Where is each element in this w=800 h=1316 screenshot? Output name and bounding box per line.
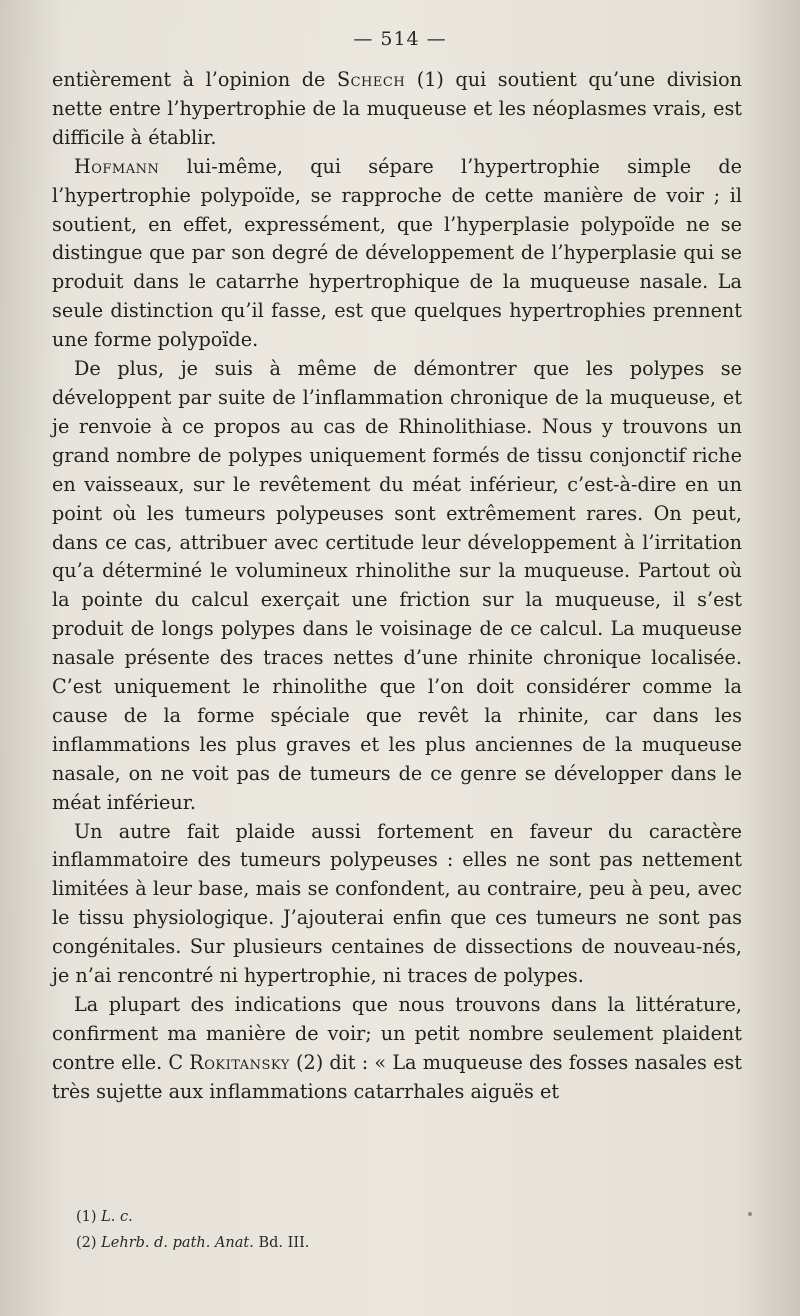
footnote-number: (2) bbox=[76, 1235, 97, 1251]
paragraph-3: De plus, je suis à même de démontrer que les polypes se développent par suite de l’inflammation chronique de la muqueuse, et je renvoie à ce propos au cas de Rhinolithiase. Nous y trouvons un grand nombre de polypes uniquement formés de tissu conjonctif riche en vaisseaux, sur le revêtement du méat inférieur, c’est-à-dire en un point où les tumeurs polypeuses sont extrêmement rares. On peut, dans ce cas, attribuer avec certitude leur développement à l’irritation qu’a déterminé le volumineux rhinolithe sur la muqueuse. Partout où la pointe du calcul exerçait une friction sur la muqueuse, il s’est produit de longs polypes dans le voisinage de ce calcul. La muqueuse nasale présente des traces nettes d’une rhinite chronique localisée. C’est uniquement le rhinolithe que l’on doit considérer comme la cause de la forme spéciale que revêt la rhinite, car dans les inflammations les plus graves et les plus anciennes de la muqueuse nasale, on ne voit pas de tumeurs de ce genre se développer dans le méat inférieur. bbox=[52, 357, 742, 814]
paragraph-text: lui-même, qui sépare l’hypertrophie simple de l’hypertrophie polypoïde, se rapproche de cette manière de voir ; il soutient, en effet, expressément, que l’hyperplasie polypoïde ne se distingue que par son degré de développement de l’hyperplasie qui se produit dans le catarrhe hypertrophique de la muqueuse nasale. La seule distinction qu’il fasse, est que quelques hypertrophies prennent une forme polypoïde. bbox=[52, 154, 742, 352]
paragraph-4: Un autre fait plaide aussi fortement en faveur du caractère inflammatoire des tumeurs polypeuses : elles ne sont pas nettement limitées à leur base, mais se confondent, au contraire, peu à peu, avec le tissu physiologique. J’ajouterai enfin que ces tumeurs ne sont pas congénitales. Sur plusieurs centaines de dissections de nouveau-nés, je n’ai rencontré ni hypertrophie, ni traces de polypes. bbox=[52, 819, 742, 988]
paragraph-text: (1) qui soutient qu’une division nette entre l’hypertrophie de la muqueuse et les néoplasmes vrais, est difficile à établir. bbox=[52, 68, 742, 149]
author-name: Hofmann bbox=[74, 154, 160, 178]
author-name: Schech bbox=[336, 68, 406, 91]
page-body bbox=[52, 66, 742, 1107]
paragraph-text: (2) dit : « La muqueuse des fosses nasales est très sujette aux inflammations catarrhales aiguës et bbox=[52, 1050, 742, 1103]
footnote-number: (1) bbox=[76, 1209, 97, 1225]
paragraph-5 bbox=[52, 991, 742, 1107]
page-number: — 514 — bbox=[353, 28, 447, 50]
paragraph-1 bbox=[52, 66, 742, 153]
footnote-text: L. c. bbox=[101, 1209, 133, 1225]
paragraph-text: La plupart des indications que nous trouvons dans la littérature, confirment ma manière de voir; un petit nombre seulement plaident contre elle. C bbox=[52, 993, 742, 1074]
paragraph-2 bbox=[52, 153, 742, 355]
paragraph-text: entièrement à l’opinion de bbox=[52, 68, 337, 91]
footnote-2 bbox=[76, 1230, 716, 1256]
footnote-text: Lehrb. d. path. Anat. bbox=[101, 1235, 254, 1251]
paper-speck bbox=[748, 1212, 752, 1216]
footnote-suffix: Bd. III. bbox=[253, 1235, 310, 1251]
footnote-1 bbox=[76, 1204, 716, 1230]
footnotes bbox=[76, 1204, 716, 1256]
author-name: Rokitansky bbox=[189, 1050, 290, 1074]
